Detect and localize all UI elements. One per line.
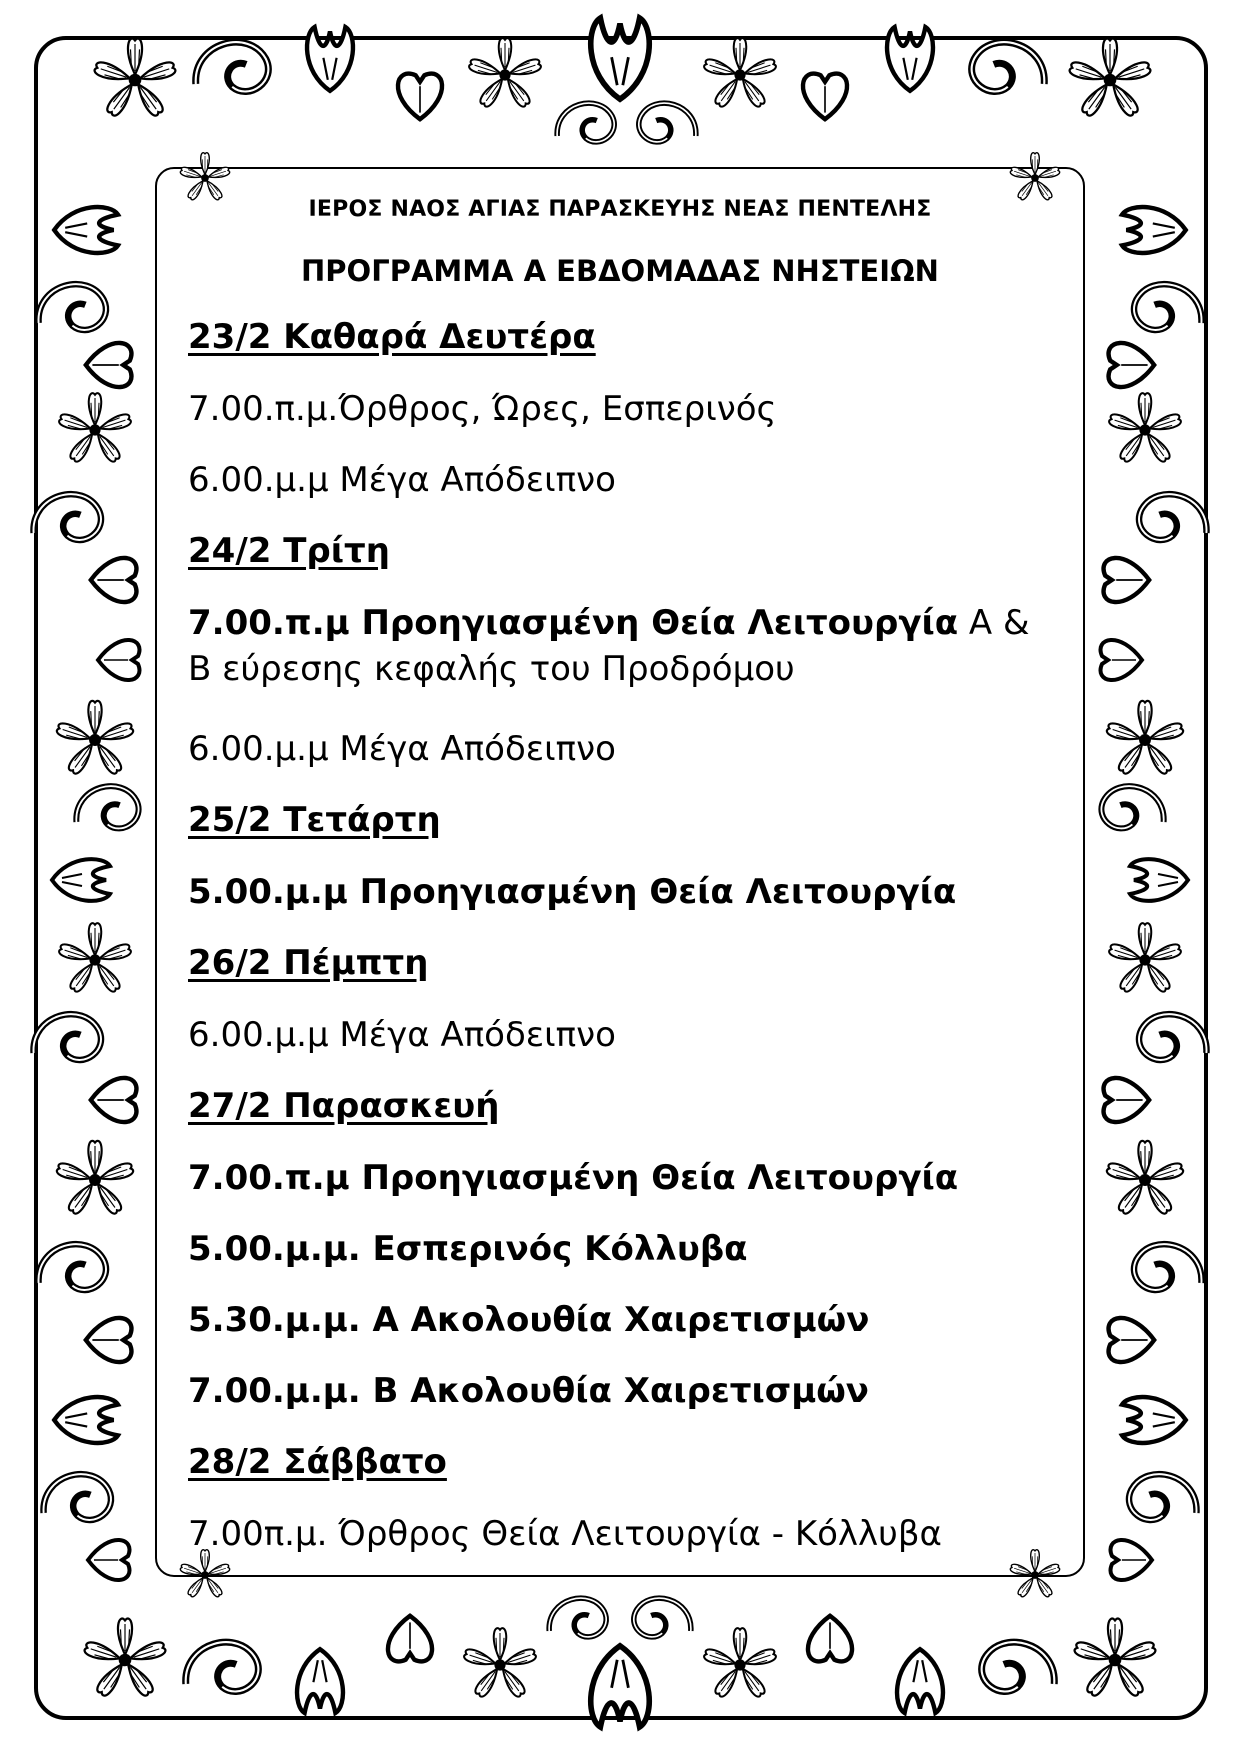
day-heading-tue: 24/2 Τρίτη <box>188 531 390 571</box>
schedule-list <box>188 314 1048 1582</box>
program-title-heading: ΠΡΟΓΡΑΜΜΑ Α ΕΒΔΟΜΑΔΑΣ ΝΗΣΤΕΙΩΝ <box>301 254 939 288</box>
schedule-item: 5.30.μ.μ. Α Ακολουθία Χαιρετισμών <box>188 1300 870 1340</box>
schedule-item-bold-part: 7.00.π.μ Προηγιασμένη Θεία Λειτουργία <box>188 603 959 643</box>
schedule-item: 6.00.μ.μ Μέγα Απόδειπνο <box>188 729 616 769</box>
schedule-item: 5.00.μ.μ. Εσπερινός Κόλλυβα <box>188 1229 748 1269</box>
schedule-item: 6.00.μ.μ Μέγα Απόδειπνο <box>188 1015 616 1055</box>
schedule-item-rest-part: Α & Β εύρεσης κεφαλής του Προδρόμου <box>188 603 1030 689</box>
day-heading-fri: 27/2 Παρασκευή <box>188 1086 500 1126</box>
schedule-item <box>188 600 1048 726</box>
schedule-item: 7.00π.μ. Όρθρος Θεία Λειτουργία - Κόλλυβα <box>188 1514 942 1554</box>
schedule-item: 6.00.μ.μ Μέγα Απόδειπνο <box>188 460 616 500</box>
schedule-item: 7.00.π.μ.Όρθρος, Ώρες, Εσπερινός <box>188 389 777 429</box>
schedule-item: 5.00.μ.μ Προηγιασμένη Θεία Λειτουργία <box>188 872 957 912</box>
schedule-item: 7.00.π.μ Προηγιασμένη Θεία Λειτουργία <box>188 1158 959 1198</box>
day-heading-thu: 26/2 Πέμπτη <box>188 943 429 983</box>
day-heading-wed: 25/2 Τετάρτη <box>188 800 441 840</box>
day-heading-mon: 23/2 Καθαρά Δευτέρα <box>188 317 596 357</box>
church-name-heading: ΙΕΡΟΣ ΝΑΟΣ ΑΓΙΑΣ ΠΑΡΑΣΚΕΥΗΣ ΝΕΑΣ ΠΕΝΤΕΛΗΣ <box>308 197 932 222</box>
schedule-item: 7.00.μ.μ. Β Ακολουθία Χαιρετισμών <box>188 1371 869 1411</box>
day-heading-sat: 28/2 Σάββατο <box>188 1442 447 1482</box>
